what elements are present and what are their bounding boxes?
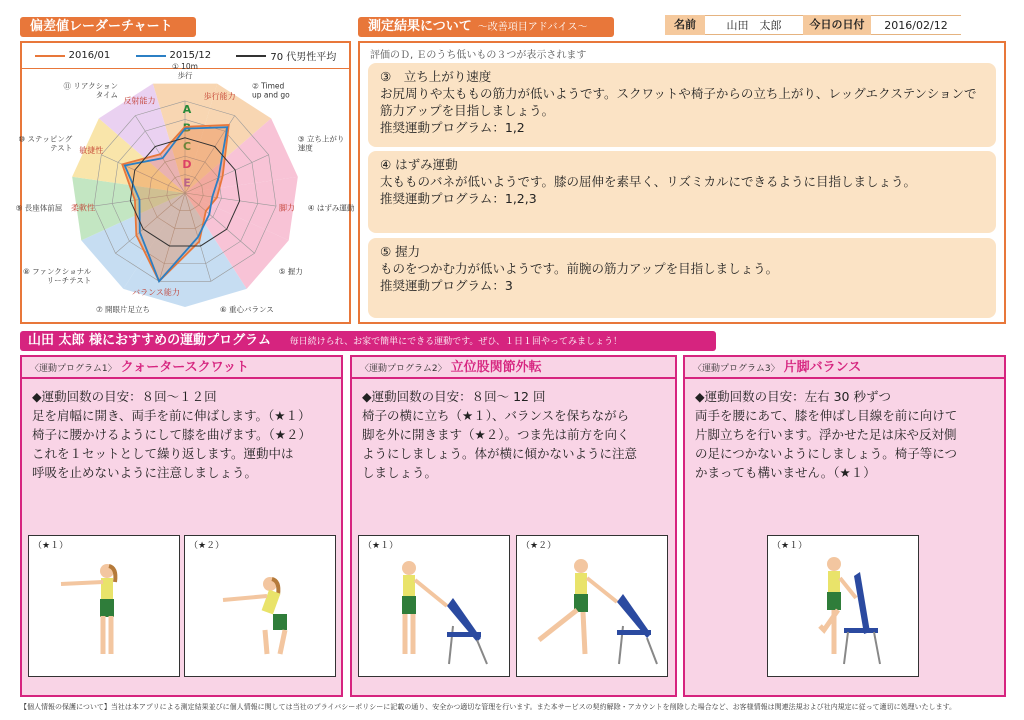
category-label: 脚力 [278,203,295,213]
illustration-stand-by-chair [358,535,510,677]
legend-label: 2016/01 [68,50,111,61]
date-value: 2016/02/12 [871,15,961,35]
illustration-label: （★１） [33,541,69,551]
program-name: クォータースクワット [120,360,249,375]
program-line: 脚を外に開きます（★２）。つま先は前方を向く [362,427,630,442]
program-number: 〈運動プログラム2〉 [360,364,447,374]
illustration-label: （★２） [189,541,225,551]
grade-label: A [182,103,192,116]
program-line: ◆運動回数の目安：左右 30 秒ずつ [695,389,891,404]
program-line: 呼吸を止めないように注意しましょう。 [32,465,258,480]
axis-label: ② Timed up and go [252,81,290,100]
advice-title: ③ 立ち上がり速度 [380,69,492,84]
advice-item [368,238,996,318]
category-label: 敏捷性 [79,146,104,156]
program-line: 両手を腰にあて、膝を伸ばし目線を前に向けて [695,408,958,423]
advice-panel [358,41,1006,324]
program-header [20,331,716,351]
advice-text: ものをつかむ力が低いようです。前腕の筋力アップを目指しましょう。 [380,261,779,276]
program-card-header [22,357,341,379]
program-header-subtitle: 毎日続けられ、お家で簡単にできる運動です。ぜひ、１日１回やってみましょう！ [289,337,623,347]
axis-label: ⑧ ファンクショナルリーチテスト [22,267,92,286]
advice-text: お尻周りや太ももの筋力が低いようです。スクワットや椅子からの立ち上がり、レッグエクステンションで筋力アップを目指しましょう。 [380,86,977,118]
category-label: バランス能力 [132,287,180,297]
category-label: 反射能力 [123,96,156,106]
legend-label: 70 代男性平均 [270,52,337,63]
illustration-label: （★１） [772,541,808,551]
radar-chart-panel [15,41,355,324]
program-description [685,379,1004,490]
axis-label: ① 10m 歩行 [172,62,198,80]
advice-programs: 推奨運動プログラム：1,2,3 [380,191,537,206]
program-line: 椅子に腰かけるようにして膝を曲げます。（★２） [32,427,311,442]
legend-item [35,50,111,61]
name-value: 山田 太郎 [705,15,803,35]
privacy-footer: 【個人情報の保護について】当社は本アプリによる測定結果並びに個人情報に関しては当社のプライバシーポリシーに記載の通り、安全かつ適切な管理を行います。また本サービスの契約解除・アカウントを削除した場合など、お客様情報は関連法規および社内規定に従って適切に処理いたします。 [20,703,957,711]
legend-item [236,48,336,63]
axis-label: ④ はずみ運動 [307,203,355,213]
advice-programs: 推奨運動プログラム：3 [380,278,513,293]
legend-swatch [35,55,65,57]
advice-text: 太もものバネが低いようです。膝の屈伸を素早く、リズミカルにできるように目指しましょう。 [380,174,917,189]
advice-header-title: 測定結果について [368,19,472,34]
advice-note: 評価のＤ, Ｅのうち低いもの３つが表示されます [370,50,587,61]
axis-label: ⑩ ステッピングテスト [18,134,73,153]
program-name: 立位股関節外転 [450,360,542,375]
axis-label: ⑤ 握力 [278,267,303,277]
axis-label: ⑥ 重心バランス [219,304,274,314]
chart-title: 偏差値レーダーチャート [20,17,196,37]
program-description [352,379,675,490]
category-label: 歩行能力 [203,91,236,101]
legend-label: 2015/12 [169,50,212,61]
advice-item [368,63,996,147]
person-squat-illustration [185,536,335,676]
axis-label: ⑪ リアクションタイム [63,81,118,100]
illustration-single-leg-balance [767,535,919,677]
person-standing-illustration [29,536,179,676]
program-card-1 [20,355,343,697]
advice-header [358,17,614,37]
program-card-3 [683,355,1006,697]
illustration-leg-abduction [516,535,668,677]
axis-label: ⑦ 開眼片足立ち [95,304,151,314]
program-line: ようにしましょう。体が横に傾かないように注意 [362,446,638,461]
legend-item [136,50,212,61]
person-one-leg-illustration [768,536,918,676]
advice-item [368,151,996,233]
radar-chart [15,62,355,322]
program-line: ◆運動回数の目安：８回～ 12 回 [362,389,546,404]
axis-label: ③ 立ち上がり速度 [297,134,345,153]
program-description [22,379,341,490]
program-name: 片脚バランス [783,360,862,375]
program-number: 〈運動プログラム1〉 [30,364,117,374]
program-line: かまっても構いません。（★１） [695,465,876,480]
program-number: 〈運動プログラム3〉 [693,364,780,374]
person-leg-out-illustration [517,536,667,676]
program-line: 足を肩幅に開き、両手を前に伸ばします。（★１） [32,408,311,423]
program-line: 片脚立ちを行います。浮かせた足は床や反対側 [695,427,957,442]
program-line: しましょう。 [362,465,438,480]
advice-title: ⑤ 握力 [380,244,421,259]
illustration-label: （★１） [363,541,399,551]
program-line: これを１セットとして繰り返します。運動中は [32,446,294,461]
name-label: 名前 [665,15,705,35]
person-chair-illustration [359,536,509,676]
program-header-title: 山田 太郎 様におすすめの運動プログラム [28,333,272,348]
program-card-header [685,357,1004,379]
axis-label: ⑨ 長座体前屈 [15,203,63,213]
legend-swatch [236,55,266,57]
date-label: 今日の日付 [803,15,871,35]
program-line: の足につかないようにしましょう。椅子等につ [695,446,958,461]
legend-swatch [136,55,166,57]
program-line: ◆運動回数の目安：８回～１２回 [32,389,217,404]
advice-title: ④ はずみ運動 [380,157,458,172]
program-line: 椅子の横に立ち（★１）、バランスを保ちながら [362,408,630,423]
program-card-2 [350,355,677,697]
category-label: 柔軟性 [71,203,96,213]
advice-header-subtitle: ～改善項目アドバイス～ [477,22,588,33]
illustration-quarter-squat [184,535,336,677]
illustration-label: （★２） [521,541,557,551]
illustration-stand-arms-forward [28,535,180,677]
program-card-header [352,357,675,379]
advice-programs: 推奨運動プログラム：1,2 [380,120,525,135]
